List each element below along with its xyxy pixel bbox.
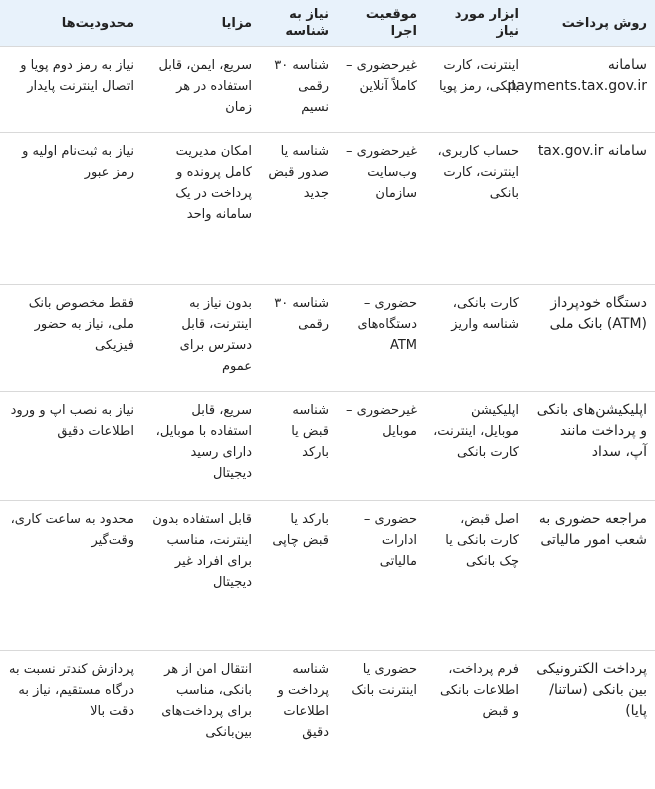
table-row	[0, 392, 655, 501]
cell-execution-location: غیرحضوری – کاملاً آنلاین	[337, 47, 425, 133]
cell-required-tools: فرم پرداخت، اطلاعات بانکی و قبض	[425, 651, 527, 789]
cell-payment-method: دستگاه خودپرداز (ATM) بانک ملی	[527, 285, 655, 392]
cell-advantages: قابل استفاده بدون اینترنت، مناسب برای افراد غیر دیجیتال	[142, 501, 260, 651]
cell-id-required: شناسه ۳۰ رقمی	[260, 285, 337, 392]
table-row	[0, 133, 655, 285]
header-required-tools: ابزار مورد نیاز	[425, 0, 527, 47]
cell-execution-location: حضوری – ادارات مالیاتی	[337, 501, 425, 651]
cell-payment-method: سامانه tax.gov.ir	[527, 133, 655, 285]
cell-limitations: نیاز به رمز دوم پویا و اتصال اینترنت پایدار	[0, 47, 142, 133]
header-execution-location: موقعیت اجرا	[337, 0, 425, 47]
cell-required-tools: کارت بانکی، شناسه واریز	[425, 285, 527, 392]
cell-id-required: شناسه پرداخت و اطلاعات دقیق	[260, 651, 337, 789]
header-advantages: مزایا	[142, 0, 260, 47]
cell-limitations: نیاز به نصب اپ و ورود اطلاعات دقیق	[0, 392, 142, 501]
cell-limitations: پردازش کندتر نسبت به درگاه مستقیم، نیاز به دقت بالا	[0, 651, 142, 789]
cell-execution-location: غیرحضوری – موبایل	[337, 392, 425, 501]
cell-required-tools: اصل قبض، کارت بانکی یا چک بانکی	[425, 501, 527, 651]
cell-advantages: بدون نیاز به اینترنت، قابل دسترس برای عموم	[142, 285, 260, 392]
header-id-required: نیاز به شناسه	[260, 0, 337, 47]
cell-payment-method: پرداخت الکترونیکی بین بانکی (ساتنا/پایا)	[527, 651, 655, 789]
cell-limitations: محدود به ساعت کاری، وقت‌گیر	[0, 501, 142, 651]
cell-execution-location: حضوری یا اینترنت بانک	[337, 651, 425, 789]
table-row	[0, 285, 655, 392]
cell-advantages: سریع، قابل استفاده با موبایل، دارای رسید دیجیتال	[142, 392, 260, 501]
cell-payment-method: سامانه payments.tax.gov.ir	[527, 47, 655, 133]
cell-advantages: امکان مدیریت کامل پرونده و پرداخت در یک سامانه واحد	[142, 133, 260, 285]
cell-advantages: انتقال امن از هر بانکی، مناسب برای پرداخت‌های بین‌بانکی	[142, 651, 260, 789]
table-row	[0, 501, 655, 651]
cell-payment-method: اپلیکیشن‌های بانکی و پرداخت مانند آپ، سداد	[527, 392, 655, 501]
cell-execution-location: غیرحضوری – وب‌سایت سازمان	[337, 133, 425, 285]
cell-limitations: نیاز به ثبت‌نام اولیه و رمز عبور	[0, 133, 142, 285]
table-row	[0, 651, 655, 789]
header-limitations: محدودیت‌ها	[0, 0, 142, 47]
cell-advantages: سریع، ایمن، قابل استفاده در هر زمان	[142, 47, 260, 133]
cell-id-required: بارکد یا قبض چاپی	[260, 501, 337, 651]
cell-execution-location: حضوری – دستگاه‌های ATM	[337, 285, 425, 392]
cell-required-tools: حساب کاربری، اینترنت، کارت بانکی	[425, 133, 527, 285]
cell-required-tools: اینترنت، کارت بانکی، رمز پویا	[425, 47, 527, 133]
cell-id-required: شناسه یا صدور قبض جدید	[260, 133, 337, 285]
header-payment-method: روش پرداخت	[527, 0, 655, 47]
cell-payment-method: مراجعه حضوری به شعب امور مالیاتی	[527, 501, 655, 651]
cell-required-tools: اپلیکیشن موبایل، اینترنت، کارت بانکی	[425, 392, 527, 501]
cell-id-required: شناسه ۳۰ رقمی نسیم	[260, 47, 337, 133]
cell-id-required: شناسه قبض یا بارکد	[260, 392, 337, 501]
cell-limitations: فقط مخصوص بانک ملی، نیاز به حضور فیزیکی	[0, 285, 142, 392]
table-header-row	[0, 0, 655, 47]
table-row	[0, 47, 655, 133]
